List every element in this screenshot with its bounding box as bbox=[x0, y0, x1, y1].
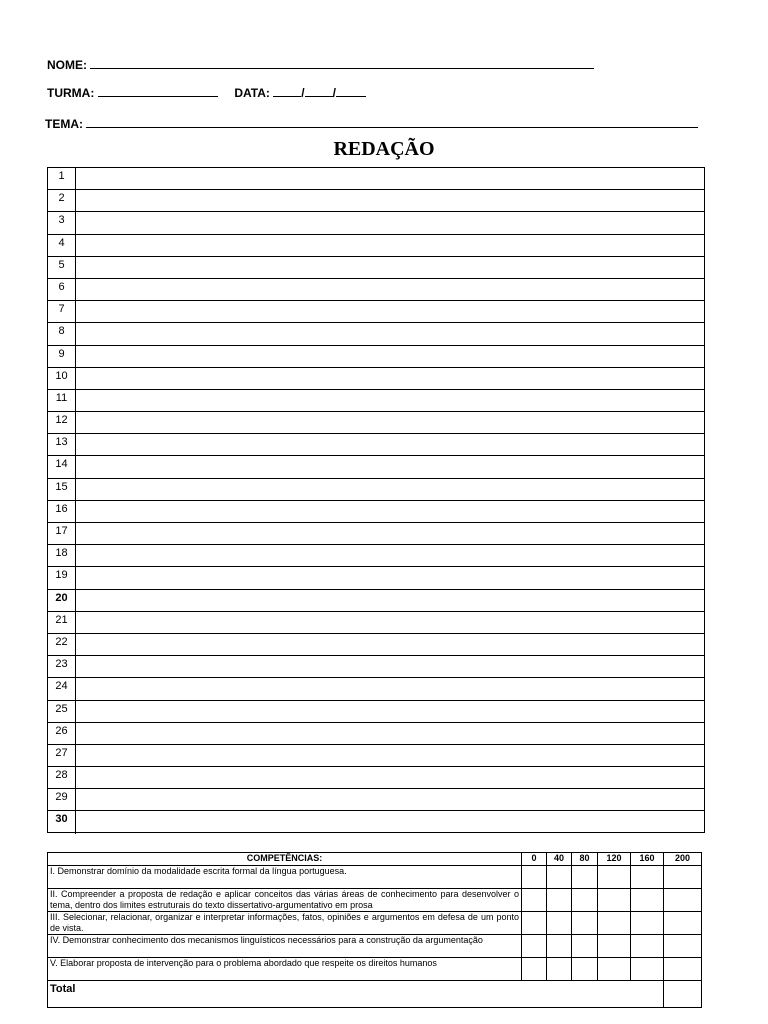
writing-line bbox=[48, 811, 704, 833]
line-number: 19 bbox=[48, 567, 76, 588]
line-writing-field[interactable] bbox=[76, 656, 704, 677]
score-cell[interactable] bbox=[631, 912, 664, 935]
score-cell[interactable] bbox=[664, 889, 702, 912]
competencies-table bbox=[47, 852, 702, 1008]
score-cell[interactable] bbox=[522, 912, 547, 935]
line-writing-field[interactable] bbox=[76, 212, 704, 233]
line-writing-field[interactable] bbox=[76, 301, 704, 322]
writing-line bbox=[48, 545, 704, 567]
writing-line bbox=[48, 634, 704, 656]
score-cell[interactable] bbox=[631, 889, 664, 912]
writing-line bbox=[48, 523, 704, 545]
writing-line bbox=[48, 323, 704, 345]
writing-line bbox=[48, 767, 704, 789]
score-cell[interactable] bbox=[664, 866, 702, 889]
writing-line bbox=[48, 212, 704, 234]
data-separator: / bbox=[301, 86, 305, 100]
competency-description: I. Demonstrar domínio da modalidade escrita formal da língua portuguesa. bbox=[48, 866, 522, 889]
writing-line bbox=[48, 190, 704, 212]
score-header: 40 bbox=[547, 853, 572, 866]
nome-row bbox=[47, 58, 594, 72]
line-number: 3 bbox=[48, 212, 76, 233]
line-number: 20 bbox=[48, 590, 76, 611]
data-label: DATA: bbox=[234, 86, 270, 100]
line-number: 6 bbox=[48, 279, 76, 300]
writing-line bbox=[48, 434, 704, 456]
line-writing-field[interactable] bbox=[76, 190, 704, 211]
score-cell[interactable] bbox=[598, 912, 631, 935]
score-cell[interactable] bbox=[572, 889, 598, 912]
score-cell[interactable] bbox=[547, 889, 572, 912]
line-number: 11 bbox=[48, 390, 76, 411]
line-writing-field[interactable] bbox=[76, 612, 704, 633]
score-cell[interactable] bbox=[522, 935, 547, 958]
nome-label: NOME: bbox=[47, 58, 87, 72]
tema-label: TEMA: bbox=[45, 117, 83, 131]
score-cell[interactable] bbox=[631, 935, 664, 958]
line-number: 22 bbox=[48, 634, 76, 655]
score-header: 80 bbox=[572, 853, 598, 866]
score-header: 0 bbox=[522, 853, 547, 866]
total-row bbox=[48, 981, 702, 1008]
page-title: REDAÇÃO bbox=[333, 138, 435, 160]
competency-row bbox=[48, 958, 702, 981]
turma-data-row bbox=[47, 86, 366, 100]
line-writing-field[interactable] bbox=[76, 701, 704, 722]
line-number: 17 bbox=[48, 523, 76, 544]
data-day-field[interactable] bbox=[273, 86, 301, 97]
score-cell[interactable] bbox=[522, 889, 547, 912]
writing-grid bbox=[47, 167, 705, 833]
line-number: 25 bbox=[48, 701, 76, 722]
score-header: 160 bbox=[631, 853, 664, 866]
line-writing-field[interactable] bbox=[76, 567, 704, 588]
writing-line bbox=[48, 501, 704, 523]
line-writing-field[interactable] bbox=[76, 545, 704, 566]
line-number: 16 bbox=[48, 501, 76, 522]
line-number: 23 bbox=[48, 656, 76, 677]
score-cell[interactable] bbox=[572, 866, 598, 889]
competency-description: III. Selecionar, relacionar, organizar e interpretar informações, fatos, opiniões e argumentos em defesa de um ponto de vista. bbox=[48, 912, 522, 935]
writing-line bbox=[48, 390, 704, 412]
line-writing-field[interactable] bbox=[76, 523, 704, 544]
line-writing-field[interactable] bbox=[76, 323, 704, 344]
line-number: 2 bbox=[48, 190, 76, 211]
line-writing-field[interactable] bbox=[76, 745, 704, 766]
competency-row bbox=[48, 912, 702, 935]
writing-line bbox=[48, 723, 704, 745]
writing-line bbox=[48, 346, 704, 368]
line-number: 29 bbox=[48, 789, 76, 810]
score-cell[interactable] bbox=[664, 958, 702, 981]
writing-line bbox=[48, 678, 704, 700]
line-writing-field[interactable] bbox=[76, 434, 704, 455]
nome-field[interactable] bbox=[90, 58, 594, 69]
competency-row bbox=[48, 935, 702, 958]
competency-row bbox=[48, 866, 702, 889]
competency-description: II. Compreender a proposta de redação e aplicar conceitos das várias áreas de conhecimento para desenvolver o tema, dentro dos limites estruturais do texto dissertativo-argumentativo em prosa bbox=[48, 889, 522, 912]
line-number: 5 bbox=[48, 257, 76, 278]
line-number: 21 bbox=[48, 612, 76, 633]
line-writing-field[interactable] bbox=[76, 634, 704, 655]
line-number: 30 bbox=[48, 811, 76, 833]
score-cell[interactable] bbox=[547, 912, 572, 935]
score-cell[interactable] bbox=[547, 935, 572, 958]
line-writing-field[interactable] bbox=[76, 456, 704, 477]
score-cell[interactable] bbox=[664, 912, 702, 935]
score-cell[interactable] bbox=[572, 912, 598, 935]
tema-field[interactable] bbox=[86, 117, 698, 128]
score-cell[interactable] bbox=[522, 866, 547, 889]
line-writing-field[interactable] bbox=[76, 501, 704, 522]
score-header: 120 bbox=[598, 853, 631, 866]
line-writing-field[interactable] bbox=[76, 767, 704, 788]
line-writing-field[interactable] bbox=[76, 368, 704, 389]
score-cell[interactable] bbox=[547, 958, 572, 981]
line-number: 27 bbox=[48, 745, 76, 766]
competency-row bbox=[48, 889, 702, 912]
total-score-cell[interactable] bbox=[664, 981, 702, 1008]
line-number: 14 bbox=[48, 456, 76, 477]
writing-line bbox=[48, 612, 704, 634]
score-cell[interactable] bbox=[631, 866, 664, 889]
writing-line bbox=[48, 368, 704, 390]
line-number: 13 bbox=[48, 434, 76, 455]
score-cell[interactable] bbox=[572, 935, 598, 958]
score-cell[interactable] bbox=[631, 958, 664, 981]
score-cell[interactable] bbox=[572, 958, 598, 981]
line-writing-field[interactable] bbox=[76, 811, 704, 833]
line-number: 24 bbox=[48, 678, 76, 699]
line-writing-field[interactable] bbox=[76, 346, 704, 367]
line-number: 18 bbox=[48, 545, 76, 566]
line-number: 8 bbox=[48, 323, 76, 344]
line-number: 4 bbox=[48, 235, 76, 256]
line-writing-field[interactable] bbox=[76, 279, 704, 300]
tema-row bbox=[45, 117, 698, 131]
competency-description: V. Elaborar proposta de intervenção para o problema abordado que respeite os direitos humanos bbox=[48, 958, 522, 981]
writing-line bbox=[48, 279, 704, 301]
writing-line bbox=[48, 168, 704, 190]
score-cell[interactable] bbox=[598, 958, 631, 981]
line-writing-field[interactable] bbox=[76, 678, 704, 699]
competencies-header: COMPETÊNCIAS: bbox=[48, 853, 522, 866]
line-number: 10 bbox=[48, 368, 76, 389]
line-number: 15 bbox=[48, 479, 76, 500]
writing-line bbox=[48, 456, 704, 478]
data-year-field[interactable] bbox=[336, 86, 366, 97]
data-separator: / bbox=[332, 86, 336, 100]
line-number: 12 bbox=[48, 412, 76, 433]
line-writing-field[interactable] bbox=[76, 412, 704, 433]
writing-line bbox=[48, 257, 704, 279]
score-cell[interactable] bbox=[598, 866, 631, 889]
line-number: 9 bbox=[48, 346, 76, 367]
competencies-header-row bbox=[48, 853, 702, 866]
line-number: 28 bbox=[48, 767, 76, 788]
line-writing-field[interactable] bbox=[76, 257, 704, 278]
line-number: 26 bbox=[48, 723, 76, 744]
line-writing-field[interactable] bbox=[76, 235, 704, 256]
turma-label: TURMA: bbox=[47, 86, 95, 100]
score-cell[interactable] bbox=[522, 958, 547, 981]
total-label: Total bbox=[48, 981, 664, 1008]
line-writing-field[interactable] bbox=[76, 723, 704, 744]
writing-line bbox=[48, 479, 704, 501]
writing-line bbox=[48, 701, 704, 723]
line-number: 7 bbox=[48, 301, 76, 322]
line-writing-field[interactable] bbox=[76, 479, 704, 500]
writing-line bbox=[48, 567, 704, 589]
writing-line bbox=[48, 590, 704, 612]
writing-line bbox=[48, 789, 704, 811]
writing-line bbox=[48, 745, 704, 767]
turma-field[interactable] bbox=[98, 86, 218, 97]
writing-line bbox=[48, 301, 704, 323]
score-cell[interactable] bbox=[598, 935, 631, 958]
score-cell[interactable] bbox=[547, 866, 572, 889]
writing-line bbox=[48, 656, 704, 678]
score-header: 200 bbox=[664, 853, 702, 866]
score-cell[interactable] bbox=[598, 889, 631, 912]
line-writing-field[interactable] bbox=[76, 590, 704, 611]
writing-line bbox=[48, 235, 704, 257]
line-writing-field[interactable] bbox=[76, 390, 704, 411]
line-writing-field[interactable] bbox=[76, 168, 704, 189]
line-number: 1 bbox=[48, 168, 76, 189]
data-month-field[interactable] bbox=[305, 86, 333, 97]
competency-description: IV. Demonstrar conhecimento dos mecanismos linguísticos necessários para a construção da argumentação bbox=[48, 935, 522, 958]
score-cell[interactable] bbox=[664, 935, 702, 958]
writing-line bbox=[48, 412, 704, 434]
line-writing-field[interactable] bbox=[76, 789, 704, 810]
